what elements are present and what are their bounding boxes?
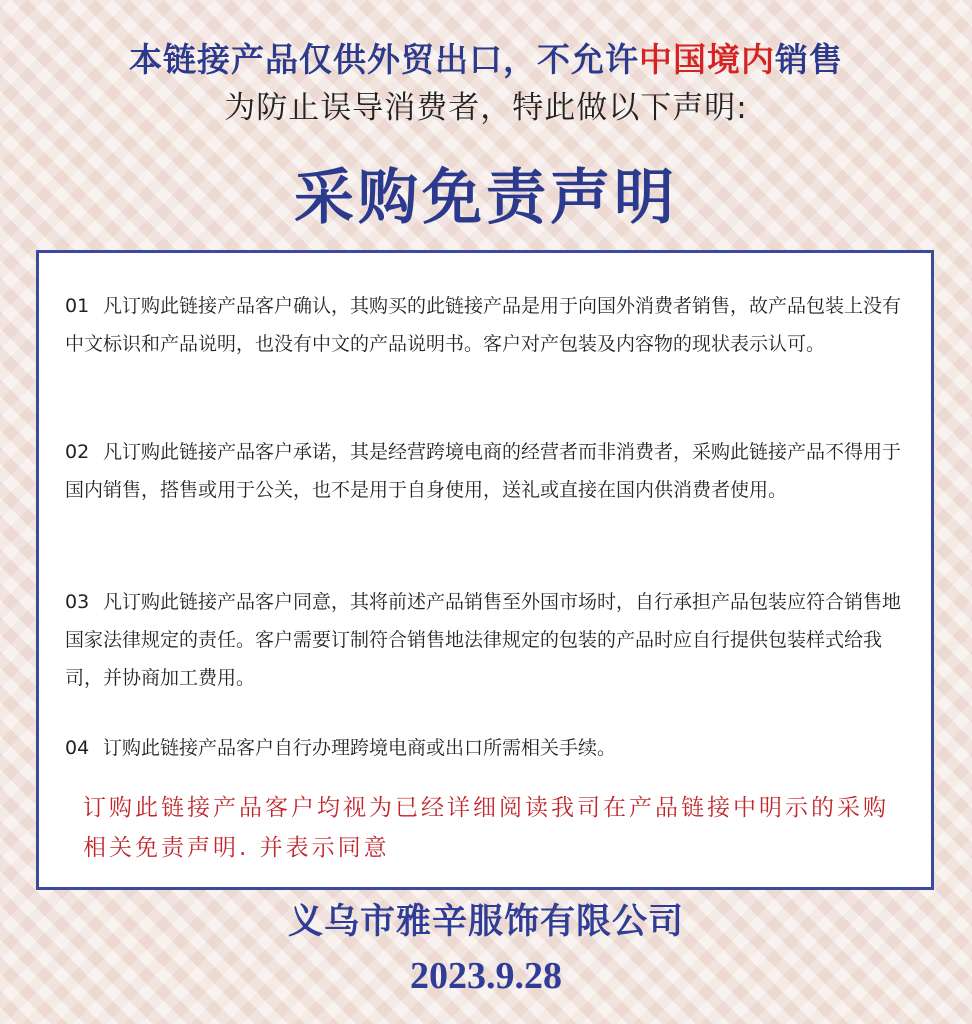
header-line-2: 为防止误导消费者，特此做以下声明: [224, 90, 748, 126]
clause-02 [65, 433, 915, 509]
clause-text: 凡订购此链接产品客户确认，其购买的此链接产品是用于向国外消费者销售，故产品包装上没有中文标识和产品说明，也没有中文的产品说明书。客户对产包装及内容物的现状表示认可。 [65, 295, 902, 355]
clause-number: 01 [65, 295, 90, 317]
declaration-box [36, 250, 934, 890]
page-title: 采购免责声明 [294, 163, 678, 233]
company-name: 义乌市雅辛服饰有限公司 [287, 901, 684, 942]
clause-text: 凡订购此链接产品客户承诺，其是经营跨境电商的经营者而非消费者，采购此链接产品不得用于国内销售，搭售或用于公关，也不是用于自身使用，送礼或直接在国内供消费者使用。 [65, 441, 902, 501]
header-line-1-end: 销售 [775, 40, 843, 79]
header-line-1-start: 本链接产品仅供外贸出口，不允许 [129, 40, 639, 79]
clause-03 [65, 583, 915, 697]
clause-text: 订购此链接产品客户自行办理跨境电商或出口所需相关手续。 [103, 737, 617, 759]
declaration-date: 2023.9.28 [410, 955, 562, 997]
header-line-1 [0, 38, 972, 82]
clause-01 [65, 287, 915, 363]
clause-number: 02 [65, 441, 90, 463]
agreement-notice: 订购此链接产品客户均视为已经详细阅读我司在产品链接中明示的采购相关免责声明. 并表示同意 [83, 795, 889, 861]
clause-04 [65, 729, 915, 767]
clause-text: 凡订购此链接产品客户同意，其将前述产品销售至外国市场时，自行承担产品包装应符合销售地国家法律规定的责任。客户需要订制符合销售地法律规定的包装的产品时应自行提供包装样式给我司，并协商加工费用。 [65, 591, 902, 689]
clause-number: 04 [65, 737, 90, 759]
header-line-1-highlight: 中国境内 [639, 40, 775, 79]
clause-number: 03 [65, 591, 90, 613]
